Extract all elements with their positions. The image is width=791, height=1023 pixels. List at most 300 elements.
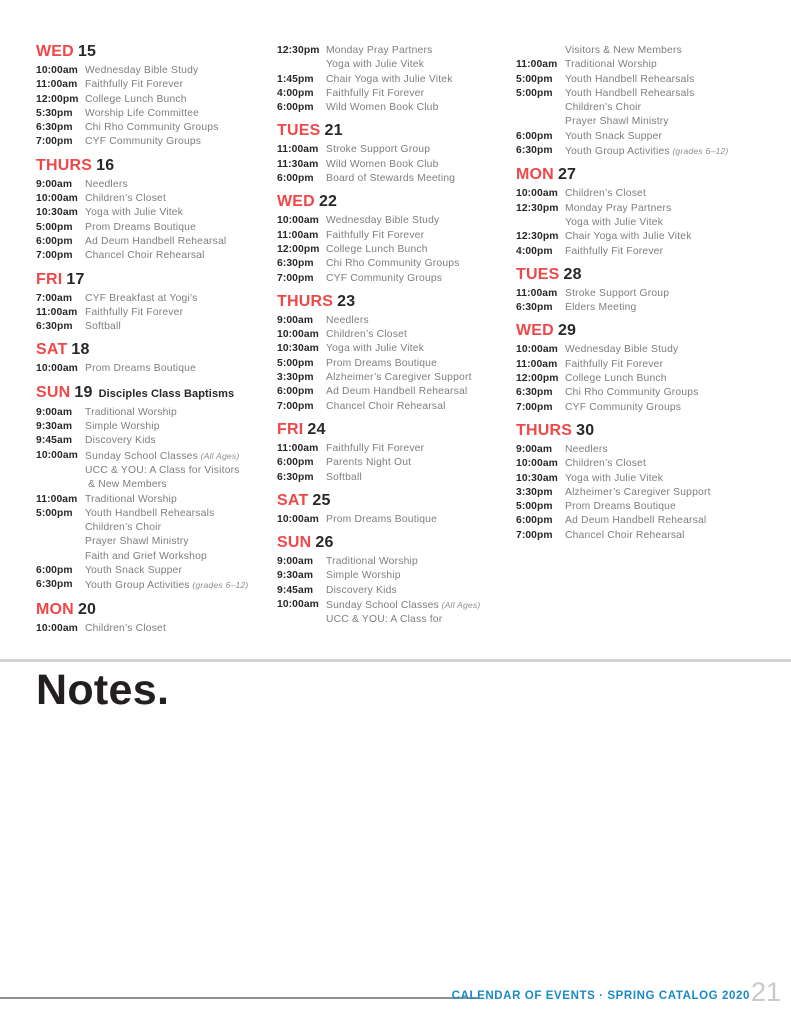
event-row (277, 143, 519, 157)
event-row (516, 358, 758, 372)
day-section-wed-29 (516, 323, 758, 414)
day-name: WED (277, 193, 315, 211)
day-number: 16 (96, 156, 115, 174)
event-row (36, 535, 278, 549)
event-time: 11:00am (277, 229, 319, 241)
event-row (36, 434, 278, 448)
event-title: Yoga with Julie Vitek (326, 343, 425, 355)
event-title: Youth Handbell Rehearsals (85, 507, 215, 519)
day-header (277, 535, 519, 551)
event-time: 10:00am (277, 513, 319, 525)
event-row (277, 44, 519, 58)
event-time: 10:00am (36, 363, 78, 375)
day-header (516, 267, 758, 283)
event-title: Chancel Choir Rehearsal (565, 529, 685, 541)
event-title: Chi Rho Community Groups (565, 387, 699, 399)
event-time: 6:00pm (277, 102, 314, 114)
event-row (36, 235, 278, 249)
event-row (277, 555, 519, 569)
event-title: Faithfully Fit Forever (85, 306, 184, 318)
event-time: 6:30pm (36, 579, 73, 591)
event-time: 10:00am (36, 65, 78, 76)
event-title: Stroke Support Group (565, 287, 670, 299)
event-time: 6:30pm (36, 321, 73, 333)
event-row (277, 87, 519, 101)
day-name: WED (516, 322, 554, 340)
event-title: Children’s Closet (565, 458, 647, 470)
event-time: 9:30am (36, 421, 73, 433)
day-header (516, 167, 758, 183)
day-number: 27 (557, 166, 577, 184)
event-title: Traditional Worship (85, 406, 177, 418)
event-time (36, 550, 85, 564)
day-header (277, 422, 519, 438)
event-row (277, 569, 519, 583)
event-time: 7:00pm (516, 529, 553, 541)
event-time: 4:00pm (277, 87, 314, 99)
event-time: 6:30pm (277, 471, 314, 483)
event-row (36, 521, 278, 535)
event-time: 10:00am (516, 344, 558, 356)
event-title: Chi Rho Community Groups (326, 258, 460, 270)
day-header (277, 493, 519, 509)
event-time: 5:00pm (277, 357, 314, 369)
event-note: (All Ages) (197, 450, 240, 461)
event-time: 12:30pm (516, 202, 559, 214)
event-title: Youth Group Activities (grades 6–12) (565, 146, 729, 158)
day-section-sun-19 (36, 385, 278, 594)
event-title: Youth Group Activities (grades 6–12) (85, 580, 249, 592)
event-row (516, 301, 758, 315)
footer-caption: CALENDAR OF EVENTS · SPRING CATALOG 2020 (451, 990, 750, 1002)
event-title: Traditional Worship (326, 556, 418, 568)
event-time: 11:00am (516, 287, 558, 299)
event-row (516, 144, 758, 159)
event-title: Yoga with Julie Vitek (85, 207, 184, 219)
day-section-tues-28 (516, 267, 758, 316)
event-row (516, 343, 758, 357)
event-title: Children’s Closet (85, 193, 167, 205)
event-time: 7:00pm (277, 272, 314, 284)
day-name: WED (36, 43, 74, 60)
event-time: 6:00pm (36, 565, 73, 577)
event-row (277, 442, 519, 456)
event-time: 1:45pm (277, 73, 314, 85)
day-number: 20 (77, 600, 97, 618)
event-title: Youth Snack Supper (85, 565, 183, 577)
event-time: 11:00am (516, 59, 558, 71)
event-row (516, 372, 758, 386)
event-row (516, 87, 758, 101)
day-header (36, 385, 278, 402)
event-time: 9:30am (277, 570, 314, 582)
event-time: 10:00am (36, 449, 78, 461)
event-row (277, 73, 519, 87)
event-time: 10:00am (277, 215, 319, 227)
event-row (277, 158, 519, 172)
event-row (36, 622, 278, 636)
day-header (516, 423, 758, 439)
event-row (516, 130, 758, 144)
event-time: 11:00am (277, 442, 319, 454)
event-title: Needlers (565, 443, 608, 455)
event-title: Children’s Choir (85, 522, 162, 534)
event-title: Alzheimer’s Caregiver Support (326, 372, 472, 384)
day-name: SAT (277, 491, 309, 509)
event-row (36, 320, 278, 334)
event-time: 7:00pm (516, 401, 553, 413)
day-name: MON (516, 166, 554, 184)
event-title: Worship Life Committee (85, 107, 200, 119)
event-title: Wednesday Bible Study (565, 344, 679, 356)
event-row (277, 328, 519, 342)
event-row (516, 500, 758, 514)
event-title: Chair Yoga with Julie Vitek (326, 73, 453, 85)
day-section-continued (277, 44, 519, 115)
event-title: Visitors & New Members (565, 45, 682, 56)
event-title: Faithfully Fit Forever (326, 87, 425, 99)
event-row (277, 342, 519, 356)
event-title: Wednesday Bible Study (326, 215, 440, 227)
event-title: Needlers (85, 178, 128, 190)
event-title: Children’s Choir (565, 102, 642, 114)
event-time: 10:00am (516, 188, 558, 200)
event-time: 10:00am (277, 329, 319, 341)
event-time: 4:00pm (516, 245, 553, 257)
event-time: 9:00am (277, 314, 314, 326)
event-row (277, 598, 519, 613)
notes-divider (0, 659, 791, 662)
event-row (36, 478, 278, 492)
event-row (277, 357, 519, 371)
event-title: Sunday School Classes (All Ages) (326, 600, 481, 612)
day-name: FRI (277, 420, 304, 438)
event-row (36, 306, 278, 320)
event-time: 9:00am (36, 406, 73, 418)
event-row (277, 101, 519, 115)
event-note: (grades 6–12) (669, 146, 729, 157)
day-number: 17 (66, 270, 85, 288)
day-number: 18 (71, 341, 90, 359)
event-time: 6:30pm (277, 258, 314, 270)
event-time: 5:00pm (516, 87, 553, 99)
event-row (277, 400, 519, 414)
event-time: 6:30pm (516, 302, 553, 314)
day-header (36, 602, 278, 618)
event-title: College Lunch Bunch (326, 243, 428, 255)
event-title: Youth Snack Supper (565, 130, 663, 142)
event-row (277, 314, 519, 328)
event-row (516, 58, 758, 72)
event-note: (grades 6–12) (189, 580, 249, 591)
day-section-sun-26 (277, 535, 519, 627)
event-row (36, 192, 278, 206)
event-title: CYF Breakfast at Yogi’s (85, 292, 198, 304)
event-title: Prayer Shawl Ministry (565, 116, 669, 128)
day-number: 21 (324, 122, 343, 140)
event-row (516, 386, 758, 400)
event-row (516, 401, 758, 415)
event-time (277, 613, 326, 627)
event-time: 6:00pm (36, 235, 73, 247)
event-title: Yoga with Julie Vitek (565, 472, 664, 484)
event-row (277, 385, 519, 399)
event-title: Faithfully Fit Forever (565, 358, 664, 370)
event-time: 5:30pm (36, 107, 73, 119)
event-time: 9:00am (36, 178, 73, 190)
day-section-thurs-16 (36, 158, 278, 264)
event-title: Ad Deum Handbell Rehearsal (565, 515, 707, 527)
event-row (36, 406, 278, 420)
day-name: THURS (277, 292, 334, 310)
event-row (516, 187, 758, 201)
day-section-mon-27 (516, 167, 758, 258)
day-section-mon-20 (36, 602, 278, 636)
day-number: 24 (307, 420, 326, 438)
event-title: Chancel Choir Rehearsal (85, 250, 205, 262)
event-row (36, 292, 278, 306)
event-time: 3:30pm (516, 486, 553, 498)
day-section-tues-21 (277, 123, 519, 186)
event-row (36, 107, 278, 121)
event-row (516, 202, 758, 216)
event-title: Faith and Grief Workshop (85, 550, 207, 562)
event-time (277, 58, 326, 72)
event-row (277, 257, 519, 271)
event-row (36, 507, 278, 521)
event-title: Faithfully Fit Forever (326, 442, 425, 454)
event-title: Prom Dreams Boutique (85, 221, 197, 233)
day-section-sat-25 (277, 493, 519, 527)
day-name: SUN (277, 534, 312, 552)
event-title: Simple Worship (326, 570, 401, 582)
event-row (516, 115, 758, 129)
event-time: 10:30am (516, 472, 558, 484)
event-row (36, 249, 278, 263)
day-number: 26 (315, 534, 334, 552)
event-title: Prayer Shawl Ministry (85, 536, 189, 548)
day-name: TUES (277, 122, 321, 140)
event-row (36, 564, 278, 578)
event-title: Faithfully Fit Forever (565, 245, 664, 257)
event-time: 12:00pm (36, 93, 79, 105)
day-header (36, 158, 278, 174)
event-title: Traditional Worship (85, 493, 177, 505)
event-row (516, 216, 758, 230)
event-time: 9:00am (516, 443, 553, 455)
notes-title: Notes. (36, 666, 170, 714)
event-title: Monday Pray Partners (565, 202, 672, 214)
day-name: THURS (516, 421, 573, 439)
event-time: 6:00pm (277, 457, 314, 469)
event-row (277, 371, 519, 385)
day-number: 30 (576, 421, 595, 439)
event-row (36, 420, 278, 434)
event-title: College Lunch Bunch (565, 373, 667, 385)
event-time: 5:00pm (36, 507, 73, 519)
event-time: 12:00pm (277, 243, 320, 255)
event-title: Simple Worship (85, 421, 160, 433)
event-row (277, 584, 519, 598)
event-title: Ad Deum Handbell Rehearsal (326, 386, 468, 398)
event-row (36, 493, 278, 507)
day-number: 23 (337, 292, 356, 310)
day-section-sat-18 (36, 342, 278, 376)
event-title: Prom Dreams Boutique (565, 501, 677, 513)
event-row (36, 206, 278, 220)
event-time: 10:00am (36, 622, 78, 634)
event-time: 6:30pm (36, 122, 73, 134)
day-name: MON (36, 600, 74, 618)
day-name: SUN (36, 383, 71, 401)
event-title: Softball (85, 321, 121, 333)
day-header (277, 123, 519, 139)
event-row (516, 101, 758, 115)
event-time: 10:30am (277, 343, 319, 355)
calendar-column-1 (36, 44, 278, 636)
event-title: CYF Community Groups (326, 272, 443, 284)
event-time: 11:00am (36, 306, 78, 318)
day-number: 25 (312, 491, 331, 509)
event-time (516, 101, 565, 115)
event-title: Prom Dreams Boutique (326, 357, 438, 369)
day-section-continued (516, 44, 758, 159)
day-number: 19 (74, 383, 93, 401)
day-header (36, 272, 278, 288)
event-row (36, 93, 278, 107)
event-title: UCC & YOU: A Class for Visitors (85, 464, 240, 476)
event-row (516, 443, 758, 457)
event-time: 11:00am (36, 493, 78, 505)
event-time: 5:00pm (516, 501, 553, 513)
event-time: 6:00pm (516, 130, 553, 142)
event-row (516, 529, 758, 543)
event-row (277, 58, 519, 72)
day-section-fri-17 (36, 272, 278, 335)
event-title: Board of Stewards Meeting (326, 173, 456, 185)
event-time (36, 464, 85, 478)
event-note: (All Ages) (438, 600, 481, 611)
event-title: Alzheimer’s Caregiver Support (565, 486, 711, 498)
event-row (516, 287, 758, 301)
event-title: Elders Meeting (565, 302, 637, 314)
day-header (277, 194, 519, 210)
footer-rule (0, 997, 478, 999)
event-title: Chancel Choir Rehearsal (326, 400, 446, 412)
event-title: Faithfully Fit Forever (326, 229, 425, 241)
day-header (36, 44, 278, 60)
event-time: 11:00am (516, 358, 558, 370)
event-title: Prom Dreams Boutique (326, 513, 438, 525)
event-row (516, 486, 758, 500)
event-title: Wild Women Book Club (326, 158, 439, 170)
event-title: Discovery Kids (85, 435, 156, 447)
event-row (36, 464, 278, 478)
event-time: 5:00pm (516, 73, 553, 85)
event-title: Yoga with Julie Vitek (565, 216, 664, 228)
event-title: Traditional Worship (565, 59, 657, 71)
event-title: College Lunch Bunch (85, 93, 187, 105)
event-title: Prom Dreams Boutique (85, 363, 197, 375)
event-row (516, 245, 758, 259)
event-title: Wild Women Book Club (326, 102, 439, 114)
day-number: 22 (318, 193, 338, 211)
day-header (277, 294, 519, 310)
event-title: Children’s Closet (565, 188, 647, 200)
event-title: Parents Night Out (326, 457, 412, 469)
event-time (516, 44, 565, 58)
day-section-thurs-30 (516, 423, 758, 543)
event-time: 10:30am (36, 207, 78, 219)
event-time: 6:00pm (277, 173, 314, 185)
event-title: Children’s Closet (85, 622, 167, 634)
calendar-column-3 (516, 44, 758, 543)
event-title: Softball (326, 471, 362, 483)
event-title: Sunday School Classes (All Ages) (85, 450, 240, 462)
event-row (36, 64, 278, 78)
event-row (36, 178, 278, 192)
day-section-fri-24 (277, 422, 519, 485)
event-time: 6:30pm (516, 387, 553, 399)
day-number: 15 (77, 43, 97, 60)
event-title: Chi Rho Community Groups (85, 122, 219, 134)
event-time: 9:45am (277, 584, 314, 596)
event-time (36, 521, 85, 535)
event-row (36, 221, 278, 235)
event-row (277, 172, 519, 186)
event-title: Discovery Kids (326, 584, 397, 596)
event-title: Yoga with Julie Vitek (326, 59, 425, 71)
event-time: 11:00am (36, 79, 78, 91)
event-row (277, 471, 519, 485)
event-time: 11:00am (277, 144, 319, 156)
event-title: Wednesday Bible Study (85, 65, 199, 76)
event-time: 7:00pm (36, 250, 73, 262)
day-section-wed-15 (36, 44, 278, 150)
event-time: 12:00pm (516, 373, 559, 385)
page-number: 21 (751, 977, 782, 1007)
day-name: TUES (516, 265, 560, 283)
event-row (36, 449, 278, 464)
event-row (516, 472, 758, 486)
day-header (36, 342, 278, 358)
event-title: Needlers (326, 314, 369, 326)
event-time: 6:00pm (277, 386, 314, 398)
event-row (516, 73, 758, 87)
event-title: Stroke Support Group (326, 144, 431, 156)
event-title: & New Members (85, 479, 167, 491)
day-header (516, 323, 758, 339)
day-section-thurs-23 (277, 294, 519, 414)
event-time: 10:00am (516, 458, 558, 470)
event-row (36, 550, 278, 564)
event-row (516, 230, 758, 244)
event-row (36, 362, 278, 376)
event-title: Monday Pray Partners (326, 45, 433, 56)
event-title: Children’s Closet (326, 329, 408, 341)
calendar-column-2 (277, 44, 519, 628)
event-row (277, 513, 519, 527)
event-row (277, 272, 519, 286)
event-row (36, 121, 278, 135)
event-time: 7:00pm (277, 400, 314, 412)
event-time: 12:30pm (277, 45, 320, 56)
event-row (277, 214, 519, 228)
event-title: Youth Handbell Rehearsals (565, 73, 695, 85)
event-row (36, 578, 278, 593)
event-row (36, 135, 278, 149)
event-time: 6:30pm (516, 145, 553, 157)
